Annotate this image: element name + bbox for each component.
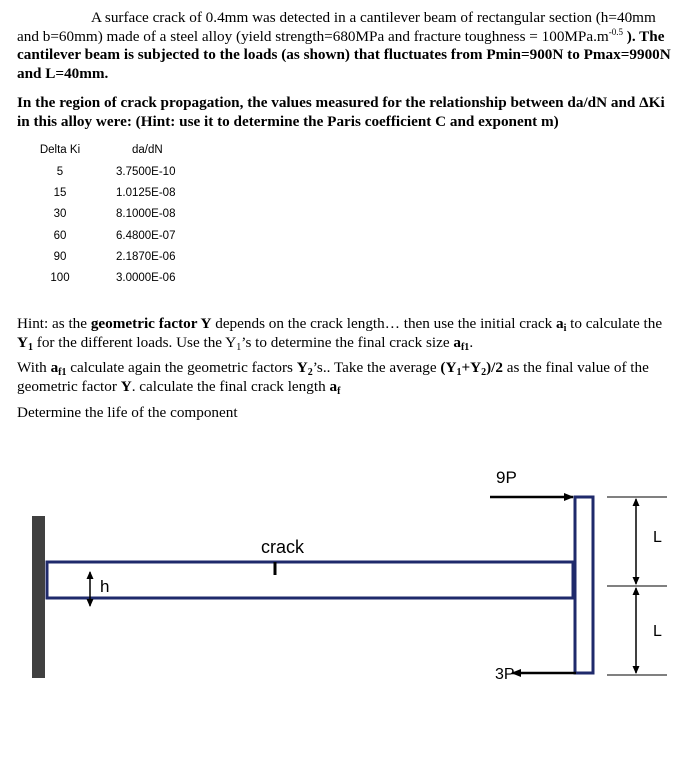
cell-da-dn: 3.0000E-06: [116, 272, 176, 284]
table-row: [30, 208, 230, 224]
cell-da-dn: 2.1870E-06: [116, 251, 176, 263]
cell-delta-ki: 30: [53, 208, 67, 220]
dim-label-lower: L: [653, 623, 662, 640]
hint-average-factor: With $a_{f1}$ calculate again the geometric factors $Y_2’s$.. Take the average $(Y_1+Y_2)/2$ as the final value of the geometric factor Y. calculate the final crack length $a_f$: [17, 359, 649, 397]
header-da-dn: da/dN: [132, 144, 163, 156]
cell-delta-ki: 5: [56, 166, 64, 178]
table-row: [30, 166, 230, 182]
cell-delta-ki: 15: [53, 187, 67, 199]
table-row: [30, 187, 230, 203]
hint-geometric-factor: Hint: as the geometric factor Y depends on the crack length… then use the initial crack $a_i$ to calculate the $Y_1$ for the different loads. Use the $Y_1’s$ to determine the final crack size $a_{f1}$.: [17, 315, 663, 353]
crack-label: crack: [261, 537, 305, 557]
cell-da-dn: 1.0125E-08: [116, 187, 176, 199]
cell-da-dn: 3.7500E-10: [116, 166, 176, 178]
load-label-top: 9P: [496, 468, 517, 487]
cell-delta-ki: 90: [53, 251, 67, 263]
table-header: [30, 144, 230, 160]
measurement-intro: In the region of crack propagation, the values measured for the relationship between da/dN and ΔKi in this alloy were: (Hint: use it to determine the Paris coefficient C and exponent m): [17, 94, 665, 130]
cell-delta-ki: 60: [53, 230, 67, 242]
cell-delta-ki: 100: [50, 272, 70, 284]
load-label-bottom: 3P: [495, 666, 515, 683]
table-row: [30, 272, 230, 288]
height-label: h: [100, 577, 110, 596]
fixed-wall: [32, 516, 45, 678]
problem-statement: A surface crack of 0.4mm was detected in a cantilever beam of rectangular section (h=40mm and b=60mm) made of a steel alloy (yield strength=680MPa and fracture toughness = $100MPa.m^{-0.5}$ ). The cantilever beam is subjected to the loads (as shown) that fluctuates from Pmin=900N to Pmax=9900N and L=40mm.: [17, 9, 671, 82]
header-delta-ki: Delta Ki: [39, 144, 81, 156]
table-row: [30, 251, 230, 267]
dim-label-upper: L: [653, 529, 662, 546]
table-row: [30, 230, 230, 246]
end-plate: [575, 497, 593, 673]
cell-da-dn: 6.4800E-07: [116, 230, 176, 242]
task-life: Determine the life of the component: [17, 404, 238, 421]
cell-da-dn: 8.1000E-08: [116, 208, 176, 220]
beam-body: [47, 562, 573, 598]
